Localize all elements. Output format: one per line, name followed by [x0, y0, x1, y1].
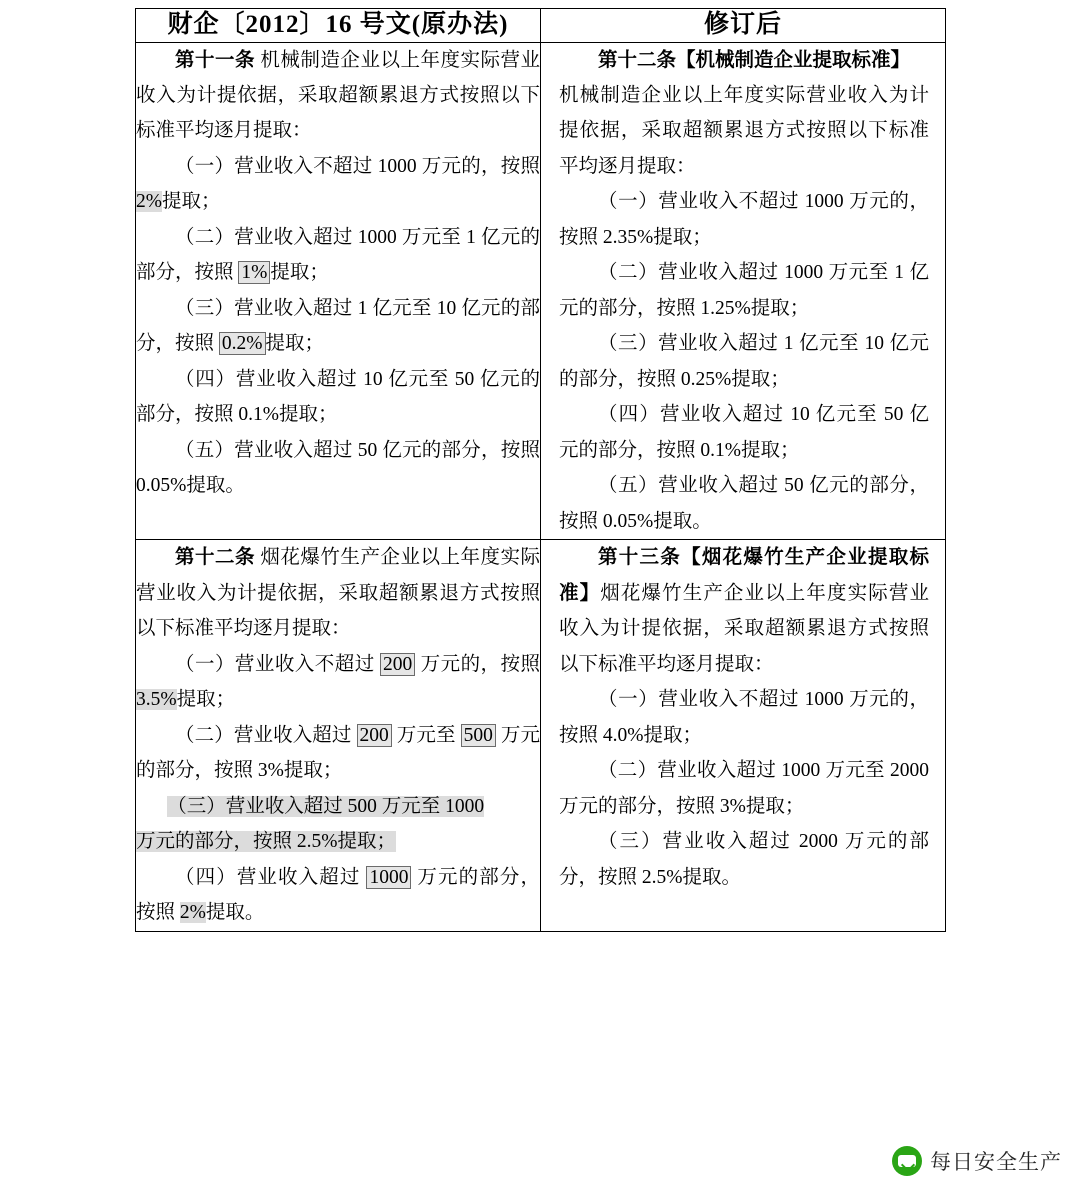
- item-suffix: 提取；: [270, 262, 329, 284]
- item-suffix: 万元的部分，按照 3%提取；: [136, 724, 540, 782]
- table-row: [136, 42, 946, 540]
- highlighted-value: 200: [380, 653, 415, 676]
- paragraph-lead: [559, 540, 929, 682]
- header-cell-original: 财企〔2012〕16 号文(原办法): [136, 9, 541, 43]
- item-text: （一）营业收入不超过: [175, 653, 381, 675]
- list-item: （三）营业收入超过 1 亿元至 10 亿元的部分，按照 0.25%提取；: [559, 333, 929, 390]
- list-item: （五）营业收入超过 50 亿元的部分，按照 0.05%提取。: [136, 439, 540, 497]
- highlighted-value: 200: [357, 724, 392, 747]
- highlighted-value: 2%: [136, 191, 162, 213]
- highlighted-value: 0.2%: [219, 332, 266, 355]
- article-lead-text: 烟花爆竹生产企业以上年度实际营业收入为计提依据，采取超额累退方式按照以下标准平均逐月提取：: [136, 547, 540, 640]
- highlighted-value: 3.5%: [136, 689, 177, 711]
- list-item: （五）营业收入超过 50 亿元的部分，按照 0.05%提取。: [559, 475, 929, 532]
- cell-original-article-11: [136, 42, 541, 540]
- item-suffix: 提取；: [176, 689, 236, 711]
- table-header-row: [136, 9, 946, 43]
- highlighted-value: 1%: [238, 261, 270, 284]
- list-item: [136, 149, 540, 220]
- list-item: （二）营业收入超过 1000 万元至 2000 万元的部分，按照 3%提取；: [559, 760, 929, 817]
- highlighted-value: 2%: [179, 902, 206, 924]
- list-item: （三）营业收入超过 2000 万元的部分，按照 2.5%提取。: [559, 831, 929, 888]
- item-suffix: 提取；: [162, 191, 221, 213]
- item-suffix: 提取；: [265, 333, 325, 355]
- wechat-account-icon: [892, 1146, 922, 1176]
- article-title: 第十一条: [175, 49, 256, 71]
- list-item: （一）营业收入不超过 1000 万元的，按照 4.0%提取；: [559, 689, 929, 746]
- cell-revised-article-12: [541, 42, 946, 540]
- list-item: [136, 220, 540, 291]
- table-row: [136, 540, 946, 931]
- list-item: [136, 789, 540, 824]
- list-item: [136, 291, 540, 362]
- list-item-continued: [136, 824, 540, 859]
- article-lead-text: 机械制造企业以上年度实际营业收入为计提依据，采取超额累退方式按照以下标准平均逐月提取：: [136, 49, 540, 142]
- list-item: [136, 718, 540, 789]
- paragraph-lead: [559, 43, 929, 78]
- comparison-table: [135, 8, 946, 932]
- list-item: （一）营业收入不超过 1000 万元的，按照 2.35%提取；: [559, 191, 929, 248]
- item-text: （一）营业收入不超过 1000 万元的，按照: [175, 155, 540, 177]
- item-text: 万元的，按照: [415, 653, 540, 675]
- list-item: [136, 647, 540, 718]
- list-item: （二）营业收入超过 1000 万元至 1 亿元的部分，按照 1.25%提取；: [559, 262, 929, 319]
- cell-original-article-12: [136, 540, 541, 931]
- item-text: （四）营业收入超过: [175, 866, 367, 888]
- article-lead-text: 机械制造企业以上年度实际营业收入为计提依据，采取超额累退方式按照以下标准平均逐月提取：: [559, 84, 929, 177]
- highlighted-value: 500: [461, 724, 496, 747]
- list-item: [136, 860, 540, 931]
- header-cell-revised: 修订后: [541, 9, 946, 43]
- article-title: 第十二条【机械制造企业提取标准】: [598, 49, 911, 71]
- highlighted-value: 1000: [366, 866, 411, 889]
- item-suffix: 提取。: [205, 902, 265, 924]
- item-text: （二）营业收入超过 1000 万元至 1 亿元的部分，按照: [136, 226, 540, 284]
- paragraph-lead: [136, 43, 540, 149]
- item-text: （二）营业收入超过: [175, 724, 357, 746]
- paragraph-lead: [136, 540, 540, 646]
- item-text: 万元至: [391, 724, 461, 746]
- highlighted-line: （三）营业收入超过 500 万元至 1000: [167, 795, 485, 817]
- item-text: （三）营业收入超过 1 亿元至 10 亿元的部分，按照: [136, 297, 540, 355]
- item-text: 万元的部分，按照: [136, 866, 540, 924]
- article-title: 第十二条: [175, 547, 256, 569]
- list-item: （四）营业收入超过 10 亿元至 50 亿元的部分，按照 0.1%提取；: [136, 368, 540, 426]
- account-name: 每日安全生产: [930, 1150, 1062, 1174]
- article-lead-text: 烟花爆竹生产企业以上年度实际营业收入为计提依据，采取超额累退方式按照以下标准平均逐月提取：: [559, 582, 929, 675]
- list-item: （四）营业收入超过 10 亿元至 50 亿元的部分，按照 0.1%提取；: [559, 404, 929, 461]
- article-title: 第十三条【烟花爆竹生产企业提取标准】: [559, 547, 929, 604]
- footer-account-badge: [892, 1146, 1062, 1176]
- cell-revised-article-13: [541, 540, 946, 931]
- highlighted-line: 万元的部分，按照 2.5%提取；: [136, 831, 396, 853]
